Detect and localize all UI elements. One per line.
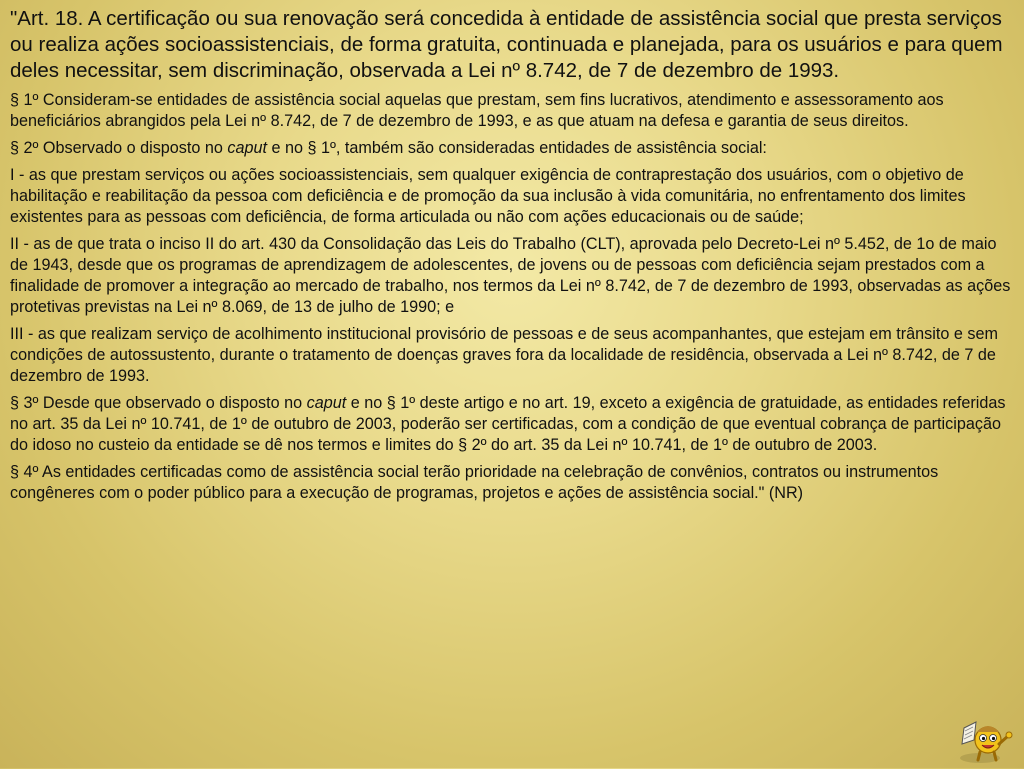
paragraph-1: § 1º Consideram-se entidades de assistência social aquelas que prestam, sem fins lucrativos, atendimento e assessoramento aos beneficiários abrangidos pela Lei nº 8.742, de 7 de dezembro de 1993, e as que atuam na defesa e garantia de seus direitos. bbox=[10, 91, 944, 130]
paragraph-2-text-after: e no § 1º, também são consideradas entidades de assistência social: bbox=[267, 139, 767, 157]
slide-content bbox=[10, 6, 1016, 510]
paragraph-2-text-before: § 2º Observado o disposto no bbox=[10, 139, 228, 157]
paragraph-3-caput: caput bbox=[306, 394, 347, 412]
inciso-1: I - as que prestam serviços ou ações socioassistenciais, sem qualquer exigência de contraprestação dos usuários, com o objetivo de habilitação e reabilitação da pessoa com deficiência e de promoção da sua inclusão à vida comunitária, no enfrentamento dos limites existentes para as pessoas com deficiência, de forma articulada ou não com ações educacionais ou de saúde; bbox=[10, 166, 966, 226]
paragraph-3-text-before: § 3º Desde que observado o disposto no bbox=[10, 394, 307, 412]
paragraph-4: § 4º As entidades certificadas como de assistência social terão prioridade na celebração de convênios, contratos ou instrumentos congêneres com o poder público para a execução de programas, projetos e ações de assistência social." (NR) bbox=[10, 463, 939, 502]
inciso-2: II - as de que trata o inciso II do art. 430 da Consolidação das Leis do Trabalho (CLT), aprovada pelo Decreto-Lei nº 5.452, de 1o de maio de 1943, desde que os programas de aprendizagem de adolescentes, de jovens ou de pessoas com deficiência sejam prestados com a finalidade de promover a integração ao mercado de trabalho, nos termos da Lei nº 8.742, de 7 de dezembro de 1993, observadas as ações protetivas previstas na Lei nº 8.069, de 13 de julho de 1990; e bbox=[10, 235, 1011, 316]
paragraph-2-caput: caput bbox=[227, 139, 267, 157]
paragraph-3 bbox=[10, 393, 1016, 456]
paragraph-3-text-after: e no § 1º deste artigo e no art. 19, exceto a exigência de gratuidade, as entidades referidas no art. 35 da Lei nº 10.741, de 1º de outubro de 2003, poderão ser certificadas, com a condição de que eventual cobrança de participação do idoso no custeio da entidade se dê nos termos e limites do § 2º do art. 35 da Lei nº 10.741, de 1º de outubro de 2003. bbox=[10, 394, 1006, 454]
paragraph-2 bbox=[10, 138, 1016, 159]
inciso-3: III - as que realizam serviço de acolhimento institucional provisório de pessoas e de seus acompanhantes, que estejam em trânsito e sem condições de autossustento, durante o tratamento de doenças graves fora da localidade de residência, observada a Lei nº 8.742, de 7 de dezembro de 1993. bbox=[10, 325, 998, 385]
article-title: "Art. 18. A certificação ou sua renovação será concedida à entidade de assistência social que presta serviços ou realiza ações socioassistenciais, de forma gratuita, continuada e planejada, para os usuários e para quem deles necessitar, sem discriminação, observada a Lei nº 8.742, de 7 de dezembro de 1993. bbox=[10, 7, 1003, 82]
cartoon-mascot-icon bbox=[958, 718, 1014, 764]
